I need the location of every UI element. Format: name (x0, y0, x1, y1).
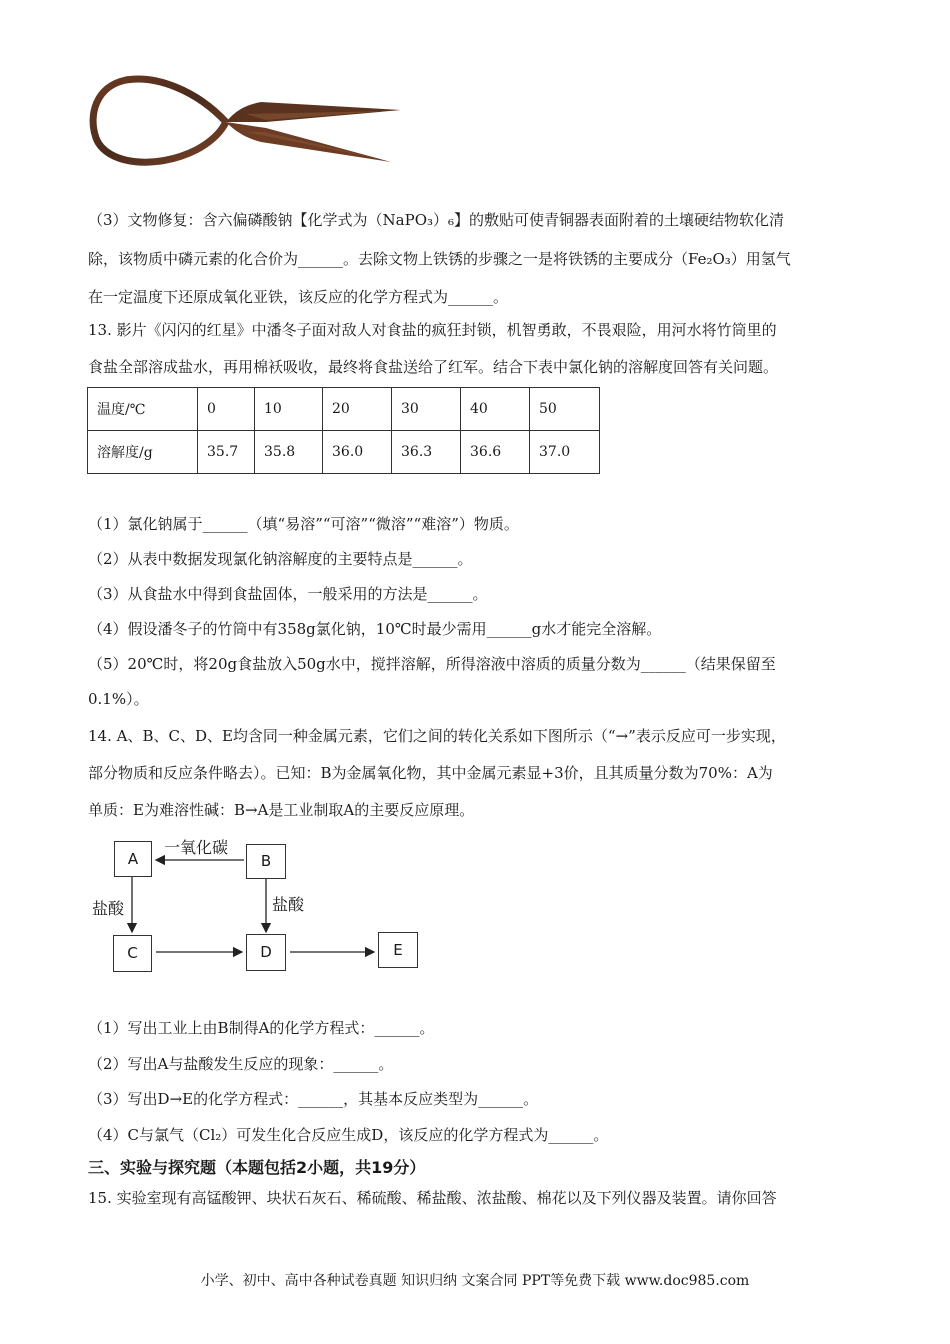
table-cell: 36.6 (461, 431, 530, 474)
table-cell: 35.7 (198, 431, 255, 474)
conversion-diagram (90, 830, 430, 980)
q12-part3-line3: 在一定温度下还原成氧化亚铁，该反应的化学方程式为______。 (88, 288, 509, 306)
q14-stem-line3: 单质：E为难溶性碱：B→A是工业制取A的主要反应原理。 (88, 801, 475, 819)
q14-stem-line1: 14. A、B、C、D、E均含同一种金属元素，它们之间的转化关系如下图所示（“→”表示反应可一步实现， (88, 727, 786, 745)
node-b: B (246, 844, 286, 879)
q13-sub5-line1: （5）20℃时，将20g食盐放入50g水中，搅拌溶解，所得溶液中溶质的质量分数为______（结果保留至 (88, 655, 776, 673)
table-cell: 0 (198, 388, 255, 431)
table-cell: 溶解度/g (88, 431, 198, 474)
label-hydrochloric-acid-bd: 盐酸 (272, 895, 305, 914)
q14-sub1: （1）写出工业上由B制得A的化学方程式：______。 (88, 1019, 435, 1037)
table-cell: 37.0 (530, 431, 600, 474)
q12-part3-line1: （3）文物修复：含六偏磷酸钠【化学式为（NaPO₃）₆】的敷贴可使青铜器表面附着的土壤硬结物软化清 (88, 211, 785, 229)
table-cell: 35.8 (255, 431, 323, 474)
node-a: A (114, 841, 152, 877)
q14-sub3: （3）写出D→E的化学方程式：______，其基本反应类型为______。 (88, 1090, 539, 1108)
table-cell: 10 (255, 388, 323, 431)
section-heading: 三、实验与探究题（本题包括2小题，共19分） (88, 1158, 426, 1177)
table-cell: 温度/℃ (88, 388, 198, 431)
q14-stem-line2: 部分物质和反应条件略去）。已知：B为金属氧化物，其中金属元素显+3价，且其质量分数为70%：A为 (88, 764, 773, 782)
node-e: E (378, 932, 418, 968)
page-footer: 小学、初中、高中各种试卷真题 知识归纳 文案合同 PPT等免费下载 www.doc985.com (200, 1273, 750, 1289)
table-row (88, 431, 600, 474)
label-carbon-monoxide: 一氧化碳 (164, 838, 229, 857)
q13-sub2: （2）从表中数据发现氯化钠溶解度的主要特点是______。 (88, 550, 473, 568)
q13-stem-line2: 食盐全部溶成盐水，再用棉袄吸收，最终将食盐送给了红军。结合下表中氯化钠的溶解度回答有关问题。 (88, 358, 779, 376)
q13-sub5-line2: 0.1%）。 (88, 690, 149, 708)
q13-stem-line1: 13. 影片《闪闪的红星》中潘冬子面对敌人对食盐的疯狂封锁，机智勇敢，不畏艰险，用河水将竹筒里的 (88, 321, 777, 339)
table-cell: 40 (461, 388, 530, 431)
table-cell: 50 (530, 388, 600, 431)
q13-sub3: （3）从食盐水中得到食盐固体，一般采用的方法是______。 (88, 585, 488, 603)
table-cell: 36.0 (323, 431, 392, 474)
node-d: D (246, 934, 286, 971)
table-cell: 30 (392, 388, 461, 431)
table-row (88, 388, 600, 431)
label-hydrochloric-acid-ac: 盐酸 (92, 899, 125, 918)
table-cell: 36.3 (392, 431, 461, 474)
ancient-scissors-image (86, 70, 406, 175)
solubility-table (87, 387, 600, 474)
table-cell: 20 (323, 388, 392, 431)
q14-sub4: （4）C与氯气（Cl₂）可发生化合反应生成D，该反应的化学方程式为______。 (88, 1126, 609, 1144)
q13-sub4: （4）假设潘冬子的竹筒中有358g氯化钠，10℃时最少需用______g水才能完全溶解。 (88, 620, 662, 638)
q13-sub1: （1）氯化钠属于______（填“易溶”“可溶”“微溶”“难溶”）物质。 (88, 515, 519, 533)
node-c: C (113, 935, 152, 972)
q12-part3-line2: 除，该物质中磷元素的化合价为______。去除文物上铁锈的步骤之一是将铁锈的主要成分（Fe₂O₃）用氢气 (88, 250, 791, 268)
q14-sub2: （2）写出A与盐酸发生反应的现象：______。 (88, 1055, 394, 1073)
q15-stem: 15. 实验室现有高锰酸钾、块状石灰石、稀硫酸、稀盐酸、浓盐酸、棉花以及下列仪器及装置。请你回答 (88, 1189, 777, 1207)
